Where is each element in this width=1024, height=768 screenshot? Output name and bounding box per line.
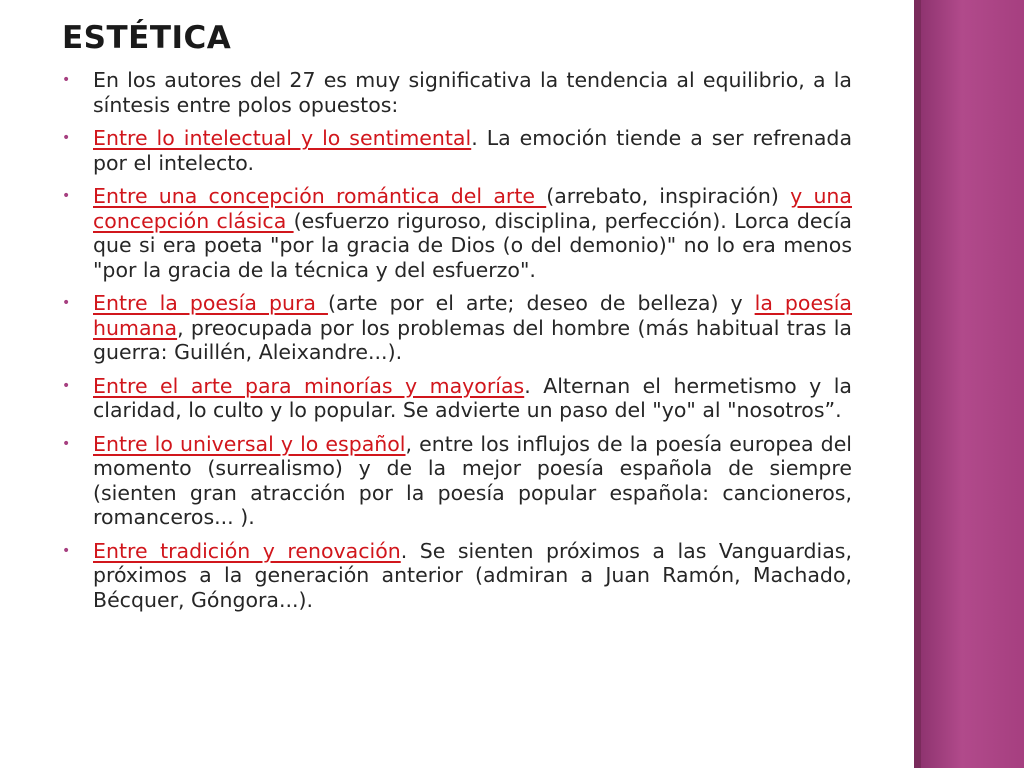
- bullet-dot-icon: •: [62, 130, 71, 146]
- highlight-text: Entre lo intelectual y lo sentimental: [93, 126, 472, 150]
- side-band-fill: [921, 0, 1024, 768]
- slide-title: ESTÉTICA: [62, 20, 232, 56]
- bullet-item: [62, 374, 852, 423]
- bullet-item: [62, 126, 852, 175]
- highlight-text: Entre lo universal y lo español: [93, 431, 406, 456]
- bullet-dot-icon: •: [62, 435, 71, 452]
- highlight-text: y una concepción clásica: [93, 184, 852, 233]
- bullet-text: , entre los influjos de la poesía europea del momento (surrealismo) y de la mejor poesía española de siempre (sienten gran atracción por la poesía popular española: cancioneros, romanceros... ).: [93, 431, 853, 529]
- bullet-list: [62, 68, 852, 621]
- bullet-item: [62, 184, 852, 282]
- decorative-side-band: [914, 0, 1024, 768]
- bullet-item: [62, 432, 852, 530]
- bullet-text: . Se sienten próximos a las Vanguardias, próximos a la generación anterior (admiran a Juan Ramón, Machado, Bécquer, Góngora...).: [93, 538, 852, 612]
- bullet-item: [62, 539, 852, 613]
- bullet-text: , preocupada por los problemas del hombre (más habitual tras la guerra: Guillén, Aleixandre...).: [93, 315, 852, 364]
- bullet-text: . Alternan el hermetismo y la claridad, lo culto y lo popular. Se advierte un paso del "yo" al "nosotros”.: [93, 373, 852, 422]
- bullet-dot-icon: •: [62, 295, 71, 311]
- bullet-text: . La emoción tiende a ser refrenada por el intelecto.: [93, 126, 853, 175]
- bullet-dot-icon: •: [62, 542, 71, 559]
- bullet-text: En los autores del 27 es muy significativa la tendencia al equilibrio, a la síntesis entre polos opuestos:: [93, 68, 852, 117]
- bullet-text: (esfuerzo riguroso, disciplina, perfección). Lorca decía que si era poeta "por la gracia de Dios (o del demonio)" no lo era menos "por la gracia de la técnica y del esfuerzo".: [93, 208, 852, 282]
- bullet-item: [62, 291, 852, 365]
- highlight-text: Entre el arte para minorías y mayorías: [93, 373, 525, 398]
- bullet-text: (arrebato, inspiración): [546, 184, 791, 208]
- highlight-text: Entre la poesía pura: [93, 291, 328, 315]
- bullet-text: (arte por el arte; deseo de belleza) y: [327, 291, 755, 315]
- highlight-text: Entre tradición y renovación: [93, 538, 401, 563]
- side-band-stripe: [914, 0, 921, 768]
- highlight-text: la poesía humana: [93, 291, 852, 340]
- bullet-dot-icon: •: [62, 72, 71, 88]
- bullet-item: [62, 68, 852, 117]
- highlight-text: Entre una concepción romántica del arte: [93, 184, 547, 208]
- bullet-dot-icon: •: [62, 188, 71, 204]
- bullet-dot-icon: •: [62, 377, 71, 394]
